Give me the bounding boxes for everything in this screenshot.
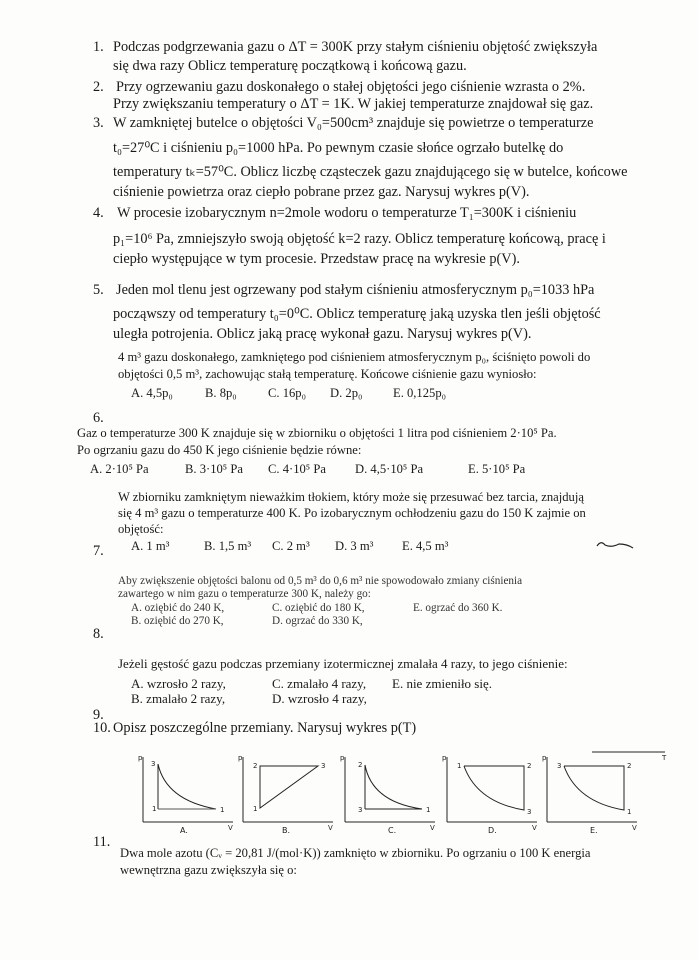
answer-option: C. oziębić do 180 K, (272, 602, 365, 614)
svg-text:p: p (238, 754, 243, 762)
question-number: 7. (93, 543, 104, 559)
question-text: Gaz o temperaturze 300 K znajduje się w zbiorniku o objętości 1 litra pod ciśnieniem 2·10⁵ Pa. (77, 426, 557, 440)
answer-option: C. zmalało 4 razy, (272, 676, 367, 691)
svg-text:1: 1 (253, 805, 258, 813)
answer-option: C. 16p₀ (268, 386, 306, 400)
answer-option: D. wzrosło 4 razy, (272, 691, 367, 706)
svg-text:V: V (430, 824, 435, 832)
question-number: 9. (93, 707, 104, 723)
diagram-caption: D. (488, 826, 497, 835)
svg-text:V: V (228, 824, 233, 832)
question-text: się dwa razy Oblicz temperaturę początkową i końcową gazu. (113, 58, 467, 74)
svg-text:3: 3 (557, 762, 562, 770)
question-text: ciśnienie powietrza oraz ciepło pobrane przez gaz. Narysuj wykres p(V). (113, 184, 530, 200)
question-text: Opisz poszczególne przemiany. Narysuj wykres p(T) (113, 720, 417, 736)
question-text: Jeżeli gęstość gazu podczas przemiany izotermicznej zmalała 4 razy, to jego ciśnienie: (118, 656, 568, 671)
question-number: 4. (93, 205, 104, 221)
question-text: Przy zwiększaniu temperatury o ΔT = 1K. W jakiej temperaturze znajdował się gaz. (113, 96, 594, 112)
question-text: p₁=10⁶ Pa, zmniejszyło swoją objętość k=2 razy. Oblicz temperaturę końcową, pracę i (113, 231, 606, 247)
svg-text:V: V (632, 824, 637, 832)
svg-text:p: p (542, 754, 547, 762)
svg-text:3: 3 (358, 806, 363, 814)
svg-text:2: 2 (253, 762, 258, 770)
question-text: Przy ogrzewaniu gazu doskonałego o stałej objętości jego ciśnienie wzrasta o 2%. (116, 79, 586, 95)
question-number: 1. (93, 39, 104, 55)
question-text: Aby zwiększenie objętości balonu od 0,5 m³ do 0,6 m³ nie spowodowało zmiany ciśnienia (118, 575, 523, 587)
pv-diagram-a (138, 752, 238, 840)
answer-option: E. 0,125p₀ (393, 386, 447, 400)
answer-option: E. nie zmieniło się. (392, 676, 493, 691)
question-text: Dwa mole azotu (Cᵥ = 20,81 J/(mol·K)) zamknięto w zbiorniku. Po ogrzaniu o 100 K energia (120, 846, 591, 860)
svg-text:p: p (442, 754, 447, 762)
pen-squiggle-mark (595, 538, 635, 552)
svg-text:1: 1 (426, 806, 431, 814)
svg-text:3: 3 (151, 760, 156, 768)
answer-option: B. 3·10⁵ Pa (185, 462, 243, 476)
diagram-caption: E. (590, 826, 598, 835)
question-number: 6. (93, 410, 104, 426)
question-text: Jeden mol tlenu jest ogrzewany pod stałym ciśnieniu atmosferycznym p₀=1033 hPa (116, 282, 595, 298)
answer-option: C. 4·10⁵ Pa (268, 462, 326, 476)
question-text: ciepło występujące w tym procesie. Przedstaw pracę na wykresie p(V). (113, 251, 520, 267)
svg-text:V: V (532, 824, 537, 832)
diagram-caption: C. (388, 826, 397, 835)
question-text: Po ogrzaniu gazu do 450 K jego ciśnienie będzie równe: (77, 443, 362, 457)
diagram-caption: A. (180, 826, 188, 835)
question-number: 11. (93, 834, 111, 850)
question-text: W zbiorniku zamkniętym nieważkim tłokiem, który może się przesuwać bez tarcia, znajdują (118, 490, 584, 504)
svg-text:1: 1 (152, 805, 157, 813)
question-text: uległa potrojenia. Oblicz jaką pracę wykonał gazu. Narysuj wykres p(V). (113, 326, 532, 342)
question-text: objętość: (118, 522, 164, 536)
answer-option: A. 4,5p₀ (131, 386, 173, 400)
answer-option: D. ogrzać do 330 K, (272, 615, 363, 627)
question-text: W zamkniętej butelce o objętości V₀=500cm³ znajduje się powietrze o temperaturze (113, 115, 594, 131)
answer-option: B. 1,5 m³ (204, 539, 252, 553)
answer-option: A. 2·10⁵ Pa (90, 462, 149, 476)
svg-text:3: 3 (321, 762, 326, 770)
answer-option: E. 4,5 m³ (402, 539, 449, 553)
svg-text:T: T (662, 754, 667, 760)
svg-text:1: 1 (457, 762, 462, 770)
question-text: zawartego w nim gazu o temperaturze 300 K, należy go: (118, 588, 371, 600)
answer-option: B. oziębić do 270 K, (131, 615, 224, 627)
svg-text:3: 3 (527, 808, 532, 816)
question-text: począwszy od temperatury t₀=0⁰C. Oblicz temperaturę jaką uzyska tlen jeśli objętość (113, 306, 601, 322)
question-text: W procesie izobarycznym n=2mole wodoru o temperaturze T₁=300K i ciśnieniu (117, 205, 577, 221)
question-text: t₀=27⁰C i ciśnieniu p₀=1000 hPa. Po pewnym czasie słońce ogrzało butelkę do (113, 140, 564, 156)
question-number: 3. (93, 115, 104, 131)
svg-text:2: 2 (527, 762, 532, 770)
answer-option: D. 3 m³ (335, 539, 374, 553)
svg-text:1: 1 (627, 808, 632, 816)
answer-option: E. ogrzać do 360 K. (413, 602, 503, 614)
answer-option: B. 8p₀ (205, 386, 237, 400)
question-number: 2. (93, 79, 104, 95)
svg-text:p: p (340, 754, 345, 762)
question-text: się 4 m³ gazu o temperaturze 400 K. Po izobarycznym ochłodzeniu gazu do 150 K zajmie on (118, 506, 586, 520)
answer-option: D. 2p₀ (330, 386, 363, 400)
question-text: wewnętrzna gazu zwiększyła się o: (120, 863, 297, 877)
answer-option: A. oziębić do 240 K, (131, 602, 225, 614)
answer-option: A. wzrosło 2 razy, (131, 676, 226, 691)
question-text: temperatury tₖ=57⁰C. Oblicz liczbę cząsteczek gazu znajdującego się w butelce, końcowe (113, 164, 628, 180)
diagram-caption: B. (282, 826, 291, 835)
svg-text:2: 2 (627, 762, 632, 770)
svg-text:V: V (328, 824, 333, 832)
answer-option: A. 1 m³ (131, 539, 170, 553)
question-number: 8. (93, 626, 104, 642)
answer-option: B. zmalało 2 razy, (131, 691, 226, 706)
answer-option: D. 4,5·10⁵ Pa (355, 462, 424, 476)
answer-option: C. 2 m³ (272, 539, 310, 553)
svg-text:p: p (138, 754, 143, 762)
question-text: objętości 0,5 m³, zachowując stałą temperaturę. Końcowe ciśnienie gazu wyniosło: (118, 367, 537, 381)
svg-text:2: 2 (358, 761, 363, 769)
answer-option: E. 5·10⁵ Pa (468, 462, 526, 476)
question-number: 10. (93, 720, 111, 736)
question-number: 5. (93, 282, 104, 298)
question-text: Podczas podgrzewania gazu o ΔT = 300K przy stałym ciśnieniu objętość zwiększyła (113, 39, 598, 55)
question-text: 4 m³ gazu doskonałego, zamkniętego pod ciśnieniem atmosferycznym p₀, ściśnięto powoli do (118, 350, 591, 364)
svg-text:1: 1 (220, 806, 225, 814)
